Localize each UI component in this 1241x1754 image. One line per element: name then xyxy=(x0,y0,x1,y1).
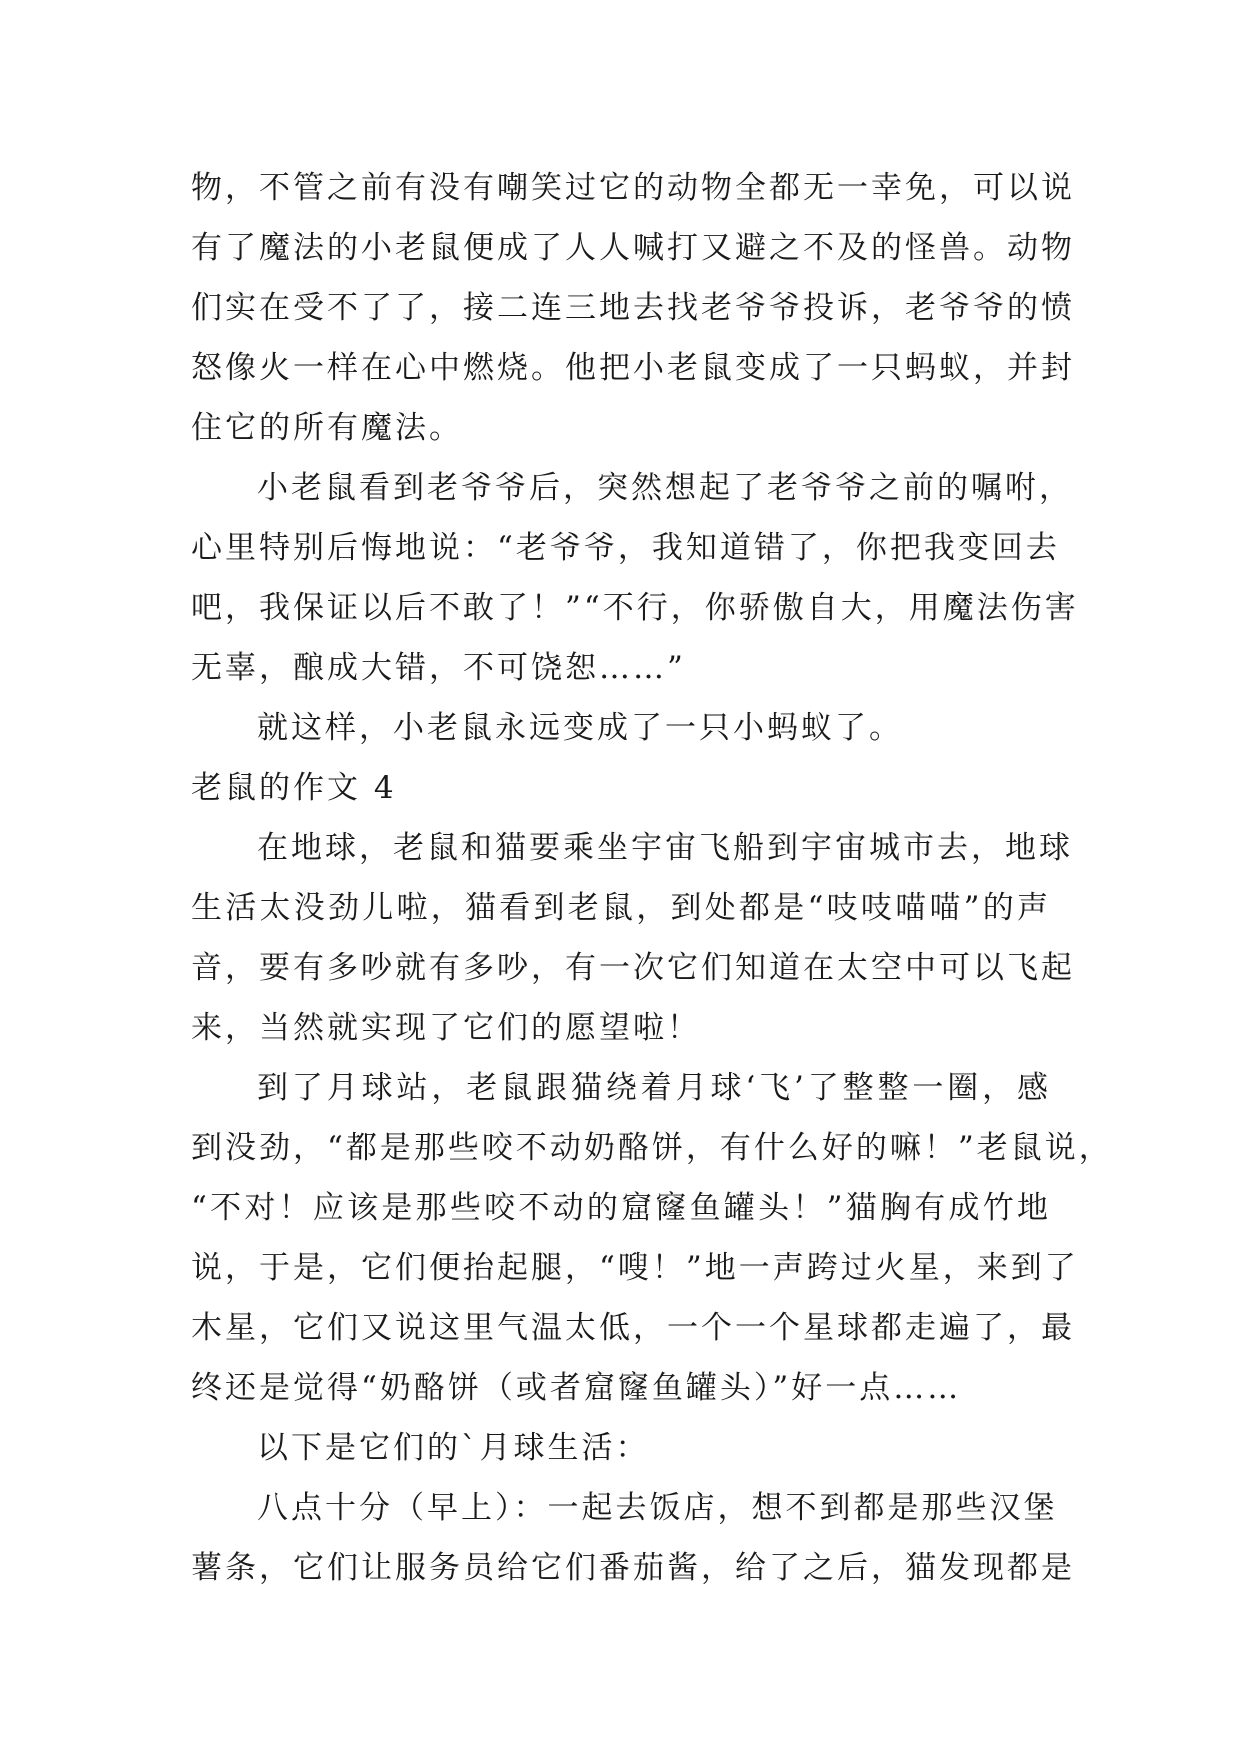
section-heading: 老鼠的作文 4 xyxy=(191,770,397,806)
text-line: 物，不管之前有没有嘲笑过它的动物全都无一幸免，可以说 xyxy=(191,170,1075,206)
text-line: 终还是觉得“奶酪饼（或者窟窿鱼罐头）”好一点…… xyxy=(191,1370,962,1406)
text-line: 有了魔法的小老鼠便成了人人喊打又避之不及的怪兽。动物 xyxy=(191,230,1075,266)
text-line: 音，要有多吵就有多吵，有一次它们知道在太空中可以飞起 xyxy=(191,950,1075,986)
text-line: 到没劲，“都是那些咬不动奶酪饼，有什么好的嘛！”老鼠说， xyxy=(191,1130,1113,1166)
text-line: 薯条，它们让服务员给它们番茄酱，给了之后，猫发现都是 xyxy=(191,1550,1075,1586)
text-line: 们实在受不了了，接二连三地去找老爷爷投诉，老爷爷的愤 xyxy=(191,290,1075,326)
text-line: 在地球，老鼠和猫要乘坐宇宙飞船到宇宙城市去，地球 xyxy=(257,830,1073,866)
text-line: 来，当然就实现了它们的愿望啦！ xyxy=(191,1010,701,1046)
text-line: 怒像火一样在心中燃烧。他把小老鼠变成了一只蚂蚁，并封 xyxy=(191,350,1075,386)
text-line: 以下是它们的`月球生活： xyxy=(257,1430,650,1466)
essay-body xyxy=(191,158,1113,1598)
text-line: 八点十分（早上）：一起去饭店，想不到都是那些汉堡 xyxy=(257,1490,1058,1526)
text-line: 说，于是，它们便抬起腿，“嗖！”地一声跨过火星，来到了 xyxy=(191,1250,1079,1286)
text-line: 木星，它们又说这里气温太低，一个一个星球都走遍了，最 xyxy=(191,1310,1075,1346)
text-line: 心里特别后悔地说：“老爷爷，我知道错了，你把我变回去 xyxy=(191,530,1060,566)
text-line: 就这样，小老鼠永远变成了一只小蚂蚁了。 xyxy=(257,710,903,746)
text-line: 小老鼠看到老爷爷后，突然想起了老爷爷之前的嘱咐， xyxy=(257,470,1073,506)
text-line: 到了月球站，老鼠跟猫绕着月球‘飞’了整整一圈，感 xyxy=(257,1070,1051,1106)
text-line: “不对！应该是那些咬不动的窟窿鱼罐头！”猫胸有成竹地 xyxy=(191,1190,1051,1226)
text-line: 生活太没劲儿啦，猫看到老鼠，到处都是“吱吱喵喵”的声 xyxy=(191,890,1051,926)
text-line: 无辜，酿成大错，不可饶恕……” xyxy=(191,650,686,686)
text-line: 住它的所有魔法。 xyxy=(191,410,463,446)
text-line: 吧，我保证以后不敢了！”“不行，你骄傲自大，用魔法伤害 xyxy=(191,590,1079,626)
